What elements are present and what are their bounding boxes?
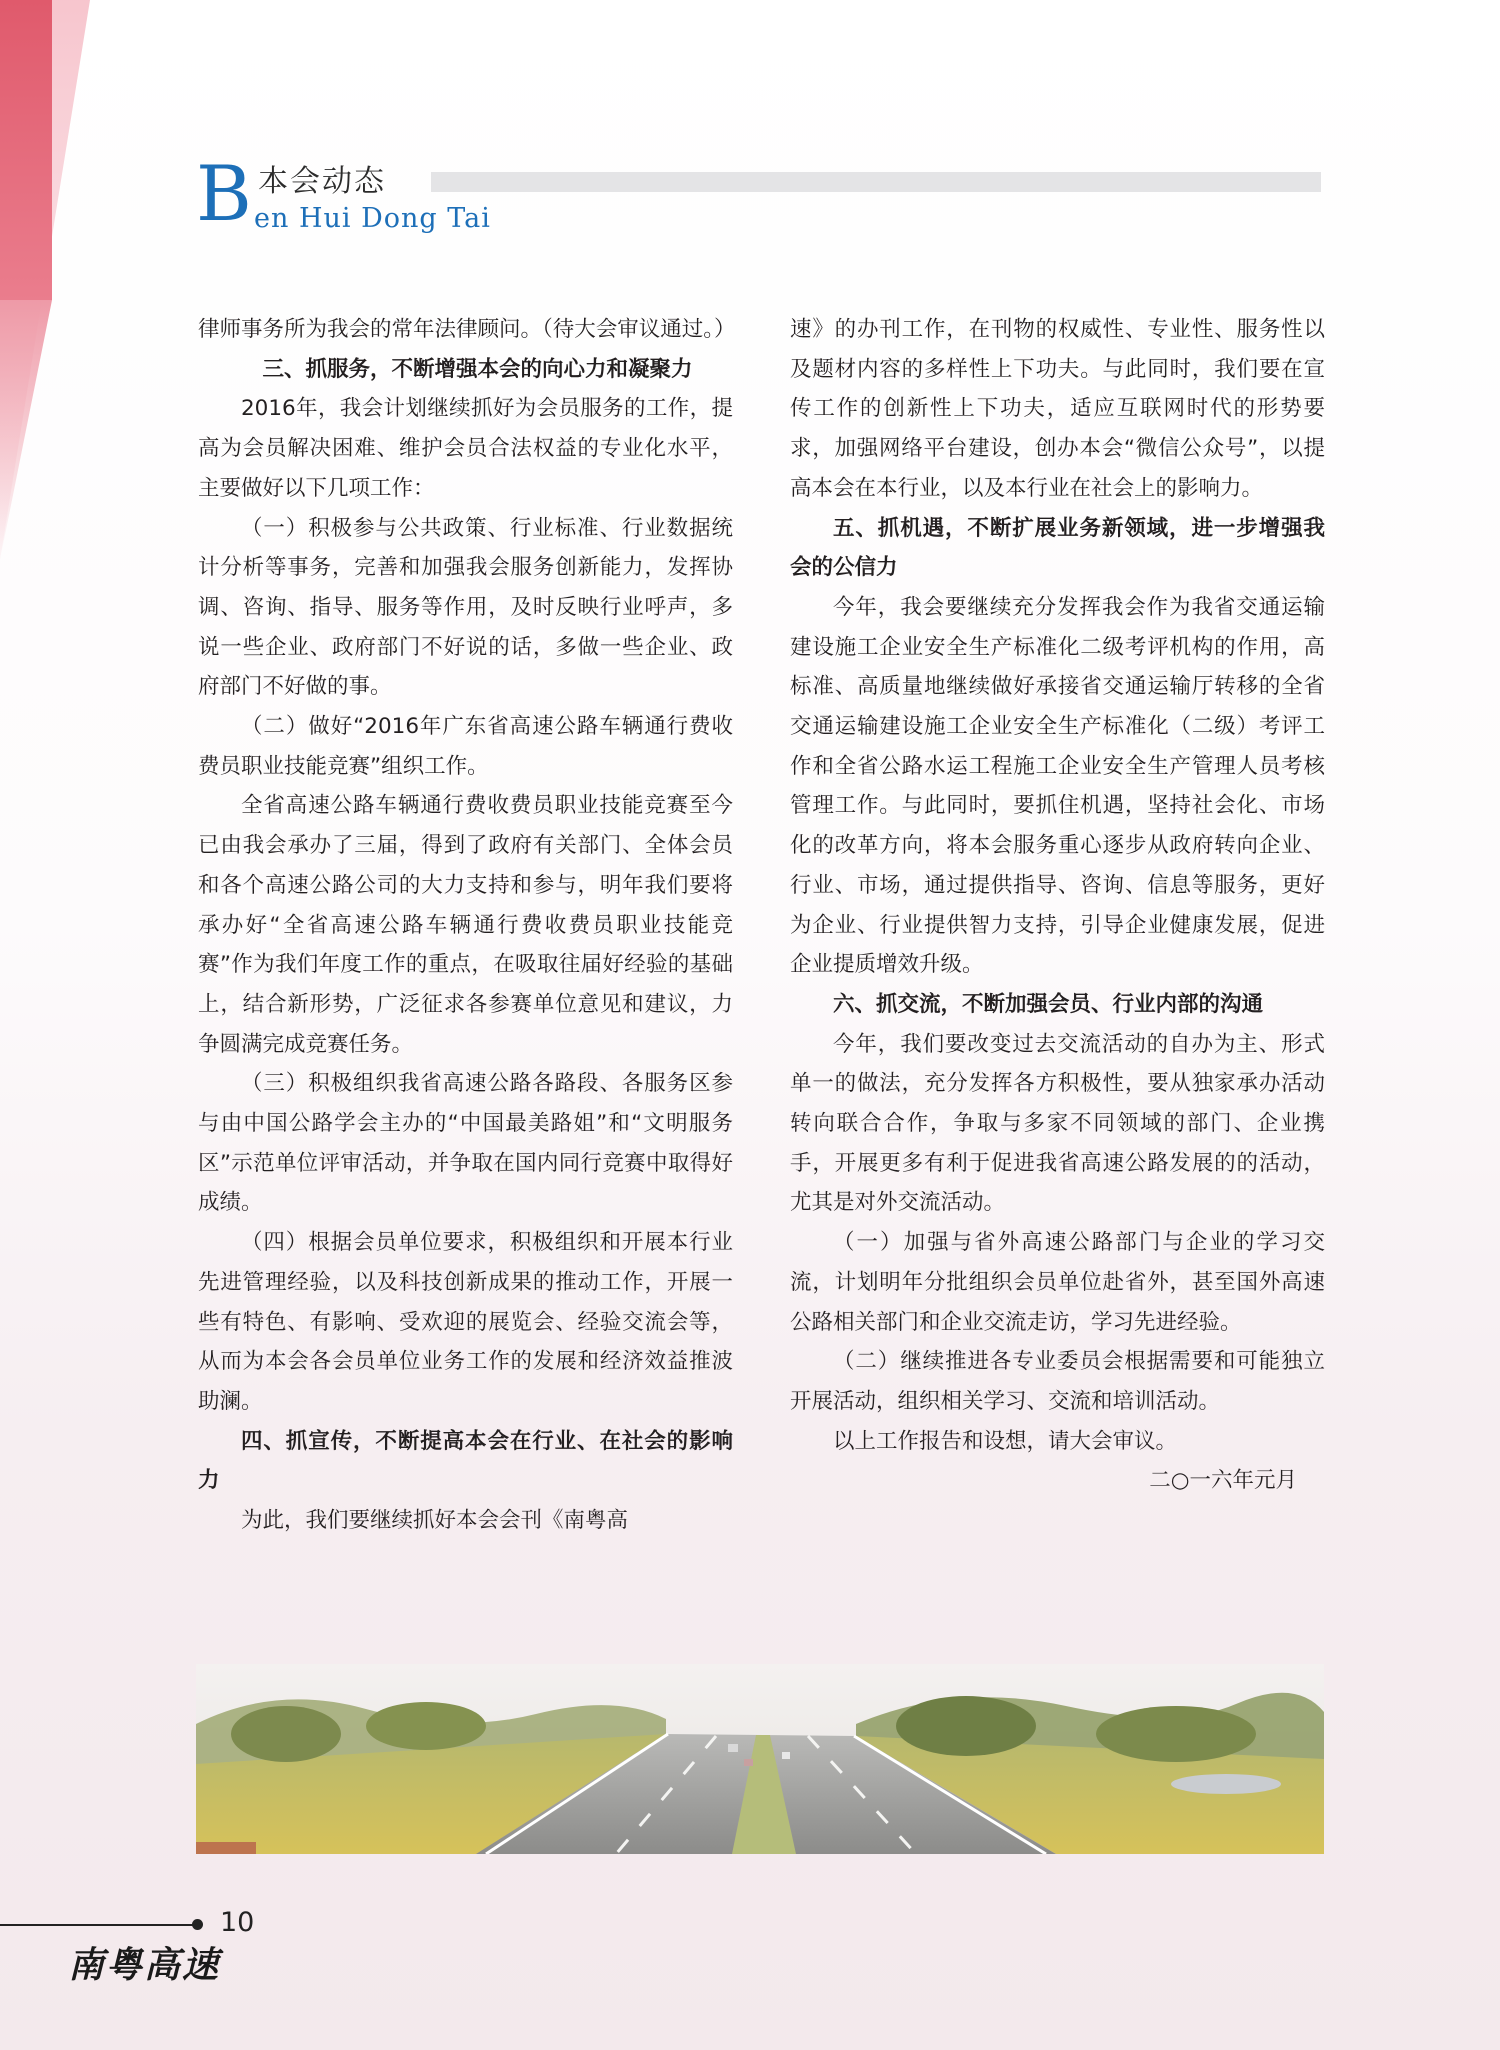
highway-photo (196, 1664, 1324, 1854)
page-number: 10 (220, 1907, 255, 1938)
paragraph: 律师事务所为我会的常年法律顾问。（待大会审议通过。） (198, 317, 736, 342)
paragraph: 速》的办刊工作，在刊物的权威性、专业性、服务性以及题材内容的多样性上下功夫。与此同时，我们要在宣传工作的创新性上下功夫，适应互联网时代的形势要求，加强网络平台建设，创办本会“微信公众号”，以提高本会在本行业，以及本行业在社会上的影响力。 (790, 317, 1325, 501)
section-header (196, 149, 1326, 242)
paragraph: 今年，我会要继续充分发挥我会作为我省交通运输建设施工企业安全生产标准化二级考评机构的作用，高标准、高质量地继续做好承接省交通运输厅转移的全省交通运输建设施工企业安全生产标准化（二级）考评工作和全省公路水运工程施工企业安全生产管理人员考核管理工作。与此同时，要抓住机遇，坚持社会化、市场化的改革方向，将本会服务重心逐步从政府转向企业、行业、市场，通过提供指导、咨询、信息等服务，更好为企业、行业提供智力支持，引导企业健康发展，促进企业提质增效升级。 (790, 594, 1325, 978)
paragraph: （二）做好“2016年广东省高速公路车辆通行费收费员职业技能竞赛”组织工作。 (198, 714, 733, 779)
header-initial: B (196, 149, 252, 238)
section-heading: 三、抓服务，不断增强本会的向心力和凝聚力 (262, 356, 693, 382)
header-bar (431, 172, 1321, 192)
paragraph: 今年，我们要改变过去交流活动的自办为主、形式单一的做法，充分发挥各方积极性，要从独家承办活动转向联合合作，争取与多家不同领域的部门、企业携手，开展更多有利于促进我省高速公路发展的的活动，尤其是对外交流活动。 (790, 1031, 1325, 1216)
section-title-en: en Hui Dong Tai (254, 203, 491, 234)
paragraph: 为此，我们要继续抓好本会会刊《南粤高 (241, 1508, 629, 1534)
footer-rule (0, 1924, 196, 1926)
section-heading: 六、抓交流，不断加强会员、行业内部的沟通 (833, 991, 1264, 1017)
decorative-fade (0, 300, 52, 560)
paragraph: （二）继续推进各专业委员会根据需要和可能独立开展活动，组织相关学习、交流和培训活动。 (790, 1349, 1325, 1414)
footer-dot (192, 1919, 203, 1930)
section-title-cn: 本会动态 (258, 164, 386, 199)
section-heading: 五、抓机遇，不断扩展业务新领域，进一步增强我会的公信力 (790, 515, 1325, 581)
paragraph: 全省高速公路车辆通行费收费员职业技能竞赛至今已由我会承办了三届，得到了政府有关部门、全体会员和各个高速公路公司的大力支持和参与，明年我们要将承办好“全省高速公路车辆通行费收费员职业技能竞赛”作为我们年度工作的重点，在吸取往届好经验的基础上，结合新形势，广泛征求各参赛单位意见和建议，力争圆满完成竞赛任务。 (198, 793, 733, 1057)
report-date: 二○一六年元月 (1149, 1468, 1297, 1494)
paragraph: （三）积极组织我省高速公路各路段、各服务区参与由中国公路学会主办的“中国最美路姐”和“文明服务区”示范单位评审活动，并争取在国内同行竞赛中取得好成绩。 (198, 1071, 733, 1216)
decorative-band (0, 0, 52, 300)
paragraph: （四）根据会员单位要求，积极组织和开展本行业先进管理经验，以及科技创新成果的推动工作，开展一些有特色、有影响、受欢迎的展览会、经验交流会等，从而为本会各会员单位业务工作的发展和经济效益推波助澜。 (198, 1230, 733, 1414)
paragraph: 2016年，我会计划继续抓好为会员服务的工作，提高为会员解决困难、维护会员合法权益的专业化水平，主要做好以下几项工作： (198, 396, 733, 501)
paragraph: （一）积极参与公共政策、行业标准、行业数据统计分析等事务，完善和加强我会服务创新能力，发挥协调、咨询、指导、服务等作用，及时反映行业呼声，多说一些企业、政府部门不好说的话，多做一些企业、政府部门不好做的事。 (198, 515, 733, 700)
highway-illustration (196, 1664, 1324, 1854)
paragraph: （一）加强与省外高速公路部门与企业的学习交流，计划明年分批组织会员单位赴省外，甚至国外高速公路相关部门和企业交流走访，学习先进经验。 (790, 1230, 1325, 1335)
magazine-logo: 南粤高速 (68, 1944, 221, 1986)
paragraph: 以上工作报告和设想，请大会审议。 (833, 1428, 1178, 1454)
left-column (198, 310, 736, 1541)
section-heading: 四、抓宣传，不断提高本会在行业、在社会的影响力 (198, 1428, 733, 1494)
right-column (790, 310, 1325, 1501)
